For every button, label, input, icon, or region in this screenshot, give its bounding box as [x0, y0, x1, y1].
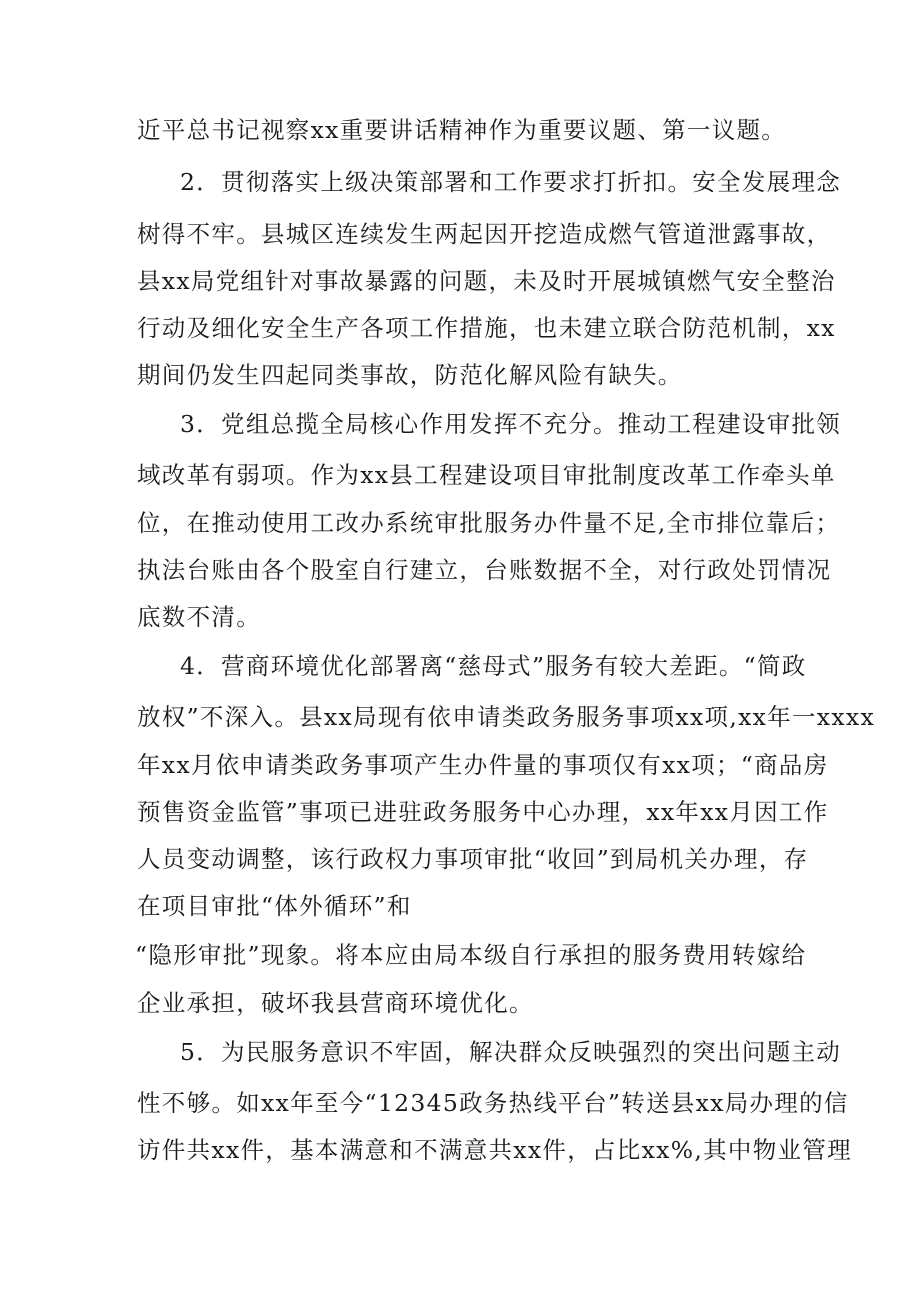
- text-line: 行动及细化安全生产各项工作措施，也未建立联合防范机制，xx: [137, 314, 836, 342]
- text-line: 访件共xx件，基本满意和不满意共xx件，占比xx%,其中物业管理: [137, 1136, 852, 1164]
- text-line: 预售资金监管”事项已进驻政务服务中心办理，xx年xx月因工作: [137, 798, 829, 826]
- text-line: 树得不牢。县城区连续发生两起因开挖造成燃气管道泄露事故，: [137, 220, 832, 248]
- text-line: 4．营商环境优化部署离“慈母式”服务有较大差距。“简政: [180, 652, 807, 680]
- text-line: 企业承担，破坏我县营商环境优化。: [137, 989, 534, 1017]
- text-line: 年xx月依申请类政务事项产生办件量的事项仅有xx项；“商品房: [137, 751, 829, 779]
- text-line: 县xx局党组针对事故暴露的问题，未及时开展城镇燃气安全整治: [137, 267, 836, 295]
- text-line: “隐形审批”现象。将本应由局本级自行承担的服务费用转嫁给: [135, 941, 807, 969]
- text-line: 2．贯彻落实上级决策部署和工作要求打折扣。安全发展理念: [180, 168, 842, 196]
- text-line: 5．为民服务意识不牢固，解决群众反映强烈的突出问题主动: [180, 1038, 842, 1066]
- text-line: 放权”不深入。县xx局现有依申请类政务服务事项xx项,xx年一xxxx: [137, 703, 876, 731]
- text-line: 性不够。如xx年至今“12345政务热线平台”转送县xx局办理的信: [137, 1089, 849, 1117]
- text-line: 域改革有弱项。作为xx县工程建设项目审批制度改革工作牵头单: [137, 461, 836, 489]
- text-line: 3．党组总揽全局核心作用发挥不充分。推动工程建设审批领: [180, 410, 842, 438]
- text-line: 近平总书记视察xx重要讲话精神作为重要议题、第一议题。: [137, 116, 787, 144]
- text-line: 底数不清。: [137, 603, 261, 631]
- text-line: 位，在推动使用工改办系统审批服务办件量不足,全市排位靠后；: [137, 509, 841, 537]
- text-line: 期间仍发生四起同类事故，防范化解风险有缺失。: [137, 361, 683, 389]
- text-line: 执法台账由各个股室自行建立，台账数据不全，对行政处罚情况: [137, 556, 832, 584]
- text-line: 在项目审批“体外循环”和: [137, 892, 412, 920]
- text-line: 人员变动调整，该行政权力事项审批“收回”到局机关办理，存: [137, 845, 809, 873]
